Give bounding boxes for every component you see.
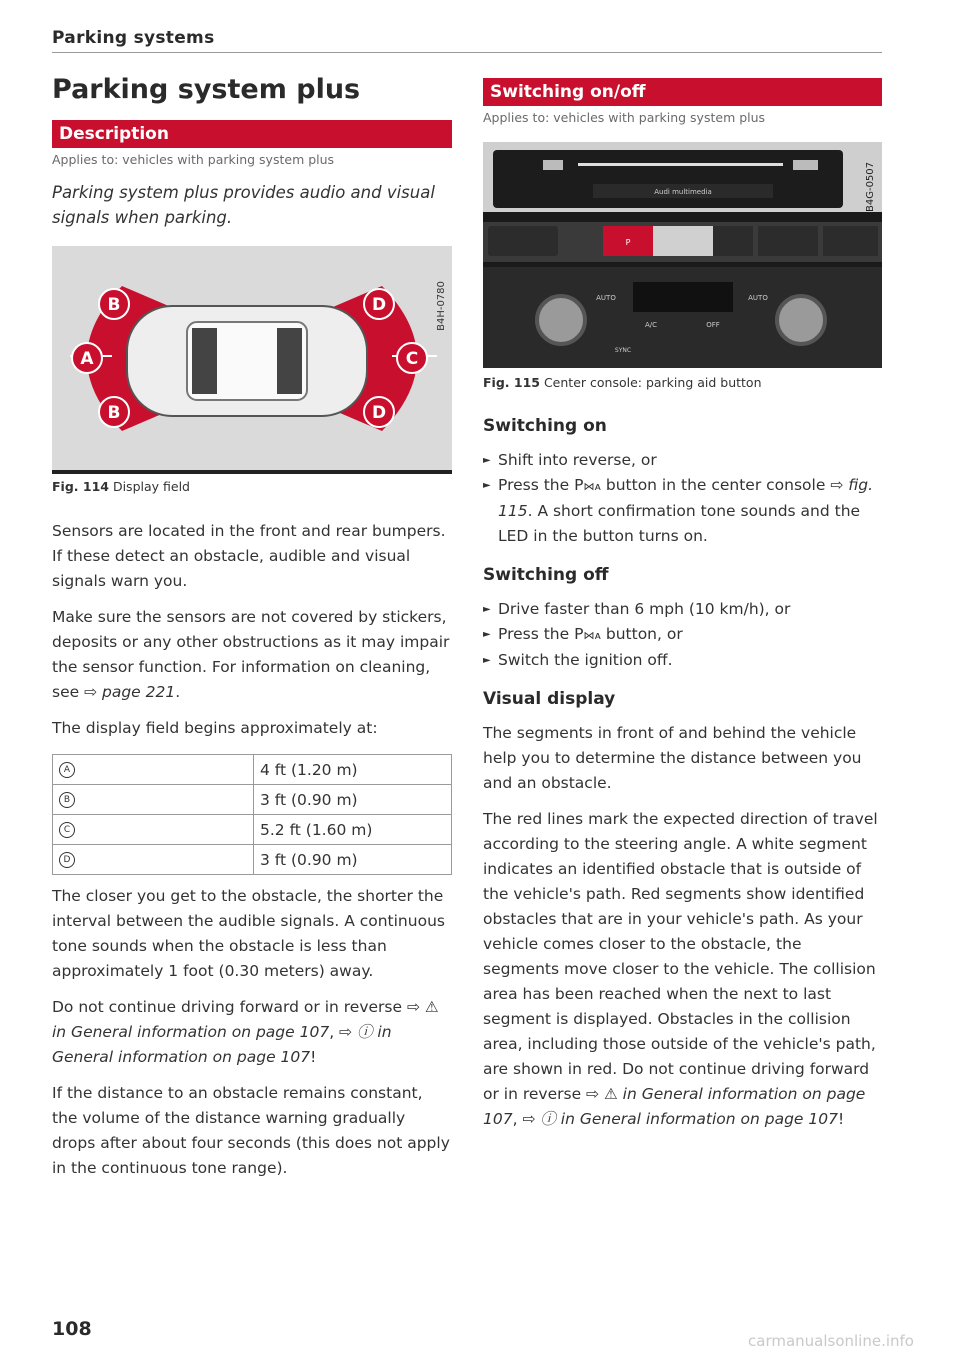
audi-multimedia-label: Audi multimedia [654, 188, 712, 196]
zone-c [397, 343, 427, 373]
switching-off-heading: Switching off [483, 565, 609, 585]
list-item: ► Switch the ignition off. [483, 648, 882, 673]
switching-bar: Switching on/off [483, 78, 882, 106]
figure-114 [52, 246, 452, 474]
list-item: ► Press the P⋈ᴀ button in the center console ⇨ fig. 115. A short confirmation tone sounds and the LED in the button turns on. [483, 473, 882, 549]
section-header: Parking systems [52, 28, 215, 48]
zone-d-front-top [364, 289, 394, 319]
center-console-illustration [483, 142, 882, 368]
description-bar: Description [52, 120, 452, 148]
zone-d-front-bottom [364, 397, 394, 427]
page-number: 108 [52, 1318, 92, 1340]
intro-text: Parking system plus provides audio and visual signals when parking. [52, 183, 435, 227]
left-temperature-knob[interactable] [537, 296, 585, 344]
svg-text:D: D [371, 295, 387, 315]
svg-text:B: B [107, 295, 121, 315]
note-ref-link[interactable]: ⇨ ⓘ in General information on page 107 [522, 1110, 838, 1128]
fig-ref-link[interactable]: ⇨ fig. 115 [498, 476, 874, 520]
list-item: ► Shift into reverse, or [483, 448, 882, 473]
windshield [277, 328, 302, 394]
zone-table [52, 754, 452, 875]
warning-ref-link[interactable]: ⇨ ⚠ in General information on page 107 [52, 998, 439, 1041]
warning-ref-link[interactable]: ⇨ ⚠ in General information on page 107 [483, 1085, 866, 1128]
switching-on-heading: Switching on [483, 416, 607, 436]
header-rule [52, 52, 882, 53]
switching-on-list [483, 448, 882, 549]
page-title: Parking system plus [52, 74, 361, 105]
table-row: C 5.2 ft (1.60 m) [53, 815, 452, 845]
table-row: B 3 ft (0.90 m) [53, 785, 452, 815]
zone-b-rear-top [99, 289, 129, 319]
display-field-intro: The display field begins approximately at: [52, 719, 378, 737]
list-item: ► Drive faster than 6 mph (10 km/h), or [483, 597, 882, 622]
list-item: ► Press the P⋈ᴀ button, or [483, 622, 882, 648]
volume-paragraph: If the distance to an obstacle remains constant, the volume of the distance warning gradually drops after about four seconds (this does not apply in the continuous tone range). [52, 1084, 450, 1177]
sensor-paragraph: Sensors are located in the front and rear bumpers. If these detect an obstacle, audible and visual signals warn you. [52, 522, 446, 590]
table-row: D 3 ft (0.90 m) [53, 845, 452, 875]
svg-text:AUTO: AUTO [748, 294, 768, 302]
svg-text:A: A [80, 349, 94, 369]
interval-paragraph: The closer you get to the obstacle, the shorter the interval between the audible signals. A continuous tone sounds when the obstacle is less than approximately 1 foot (0.30 meters) away. [52, 887, 445, 980]
figure-114-caption: Fig. 114 Display field [52, 479, 190, 494]
svg-text:SYNC: SYNC [614, 347, 632, 354]
page-ref-link[interactable]: ⇨ page 221 [84, 683, 176, 701]
figure-code: B4H-0780 [436, 281, 447, 331]
svg-text:D: D [371, 403, 387, 423]
figure-code: B4G-0507 [865, 161, 876, 213]
parking-display-illustration [52, 246, 452, 474]
visual-display-heading: Visual display [483, 689, 616, 709]
figure-115 [483, 142, 882, 368]
svg-text:C: C [405, 349, 419, 369]
segments-paragraph: The segments in front of and behind the vehicle help you to determine the distance between you and an obstacle. [483, 724, 862, 792]
table-row: A 4 ft (1.20 m) [53, 755, 452, 785]
svg-text:A/C: A/C [644, 321, 658, 329]
red-lines-paragraph: The red lines mark the expected direction of travel according to the steering angle. A white segment indicates an identified obstacle that is outside of the vehicle's path. Red segments show identified obstacles that are in your vehicle's path. As your vehicle comes closer to the obstacle, the segments move closer to the vehicle. The collision area has been reached when the next to last segment is displayed. Obstacles in the collision area, including those outside of the vehicle's path, are shown in red. Do not continue driving forward or in reverse ⇨ ⚠ in General information on page 107, ⇨ ⓘ in General information on page 107! [483, 810, 878, 1128]
zone-a [72, 343, 102, 373]
note-ref-link[interactable]: ⇨ ⓘ in General information on page 107 [52, 1023, 392, 1066]
svg-text:P: P [625, 238, 631, 247]
watermark-url: carmanualsonline.info [748, 1332, 914, 1350]
svg-text:AUTO: AUTO [596, 294, 616, 302]
rear-window [192, 328, 217, 394]
right-temperature-knob[interactable] [777, 296, 825, 344]
warning-paragraph: Do not continue driving forward or in reverse ⇨ ⚠ in General information on page 107, ⇨ ⓘ in General information on page 107! [52, 998, 439, 1066]
cleaning-paragraph: Make sure the sensors are not covered by stickers, deposits or any other obstructions as it may impair the sensor function. For information on cleaning, see ⇨ page 221. [52, 608, 450, 701]
svg-text:OFF: OFF [706, 321, 720, 329]
switching-off-list [483, 597, 882, 673]
figure-115-caption: Fig. 115 Center console: parking aid button [483, 375, 762, 390]
applies-note-right: Applies to: vehicles with parking system plus [483, 110, 766, 125]
applies-note: Applies to: vehicles with parking system plus [52, 152, 335, 167]
zone-b-rear-bottom [99, 397, 129, 427]
svg-text:B: B [107, 403, 121, 423]
